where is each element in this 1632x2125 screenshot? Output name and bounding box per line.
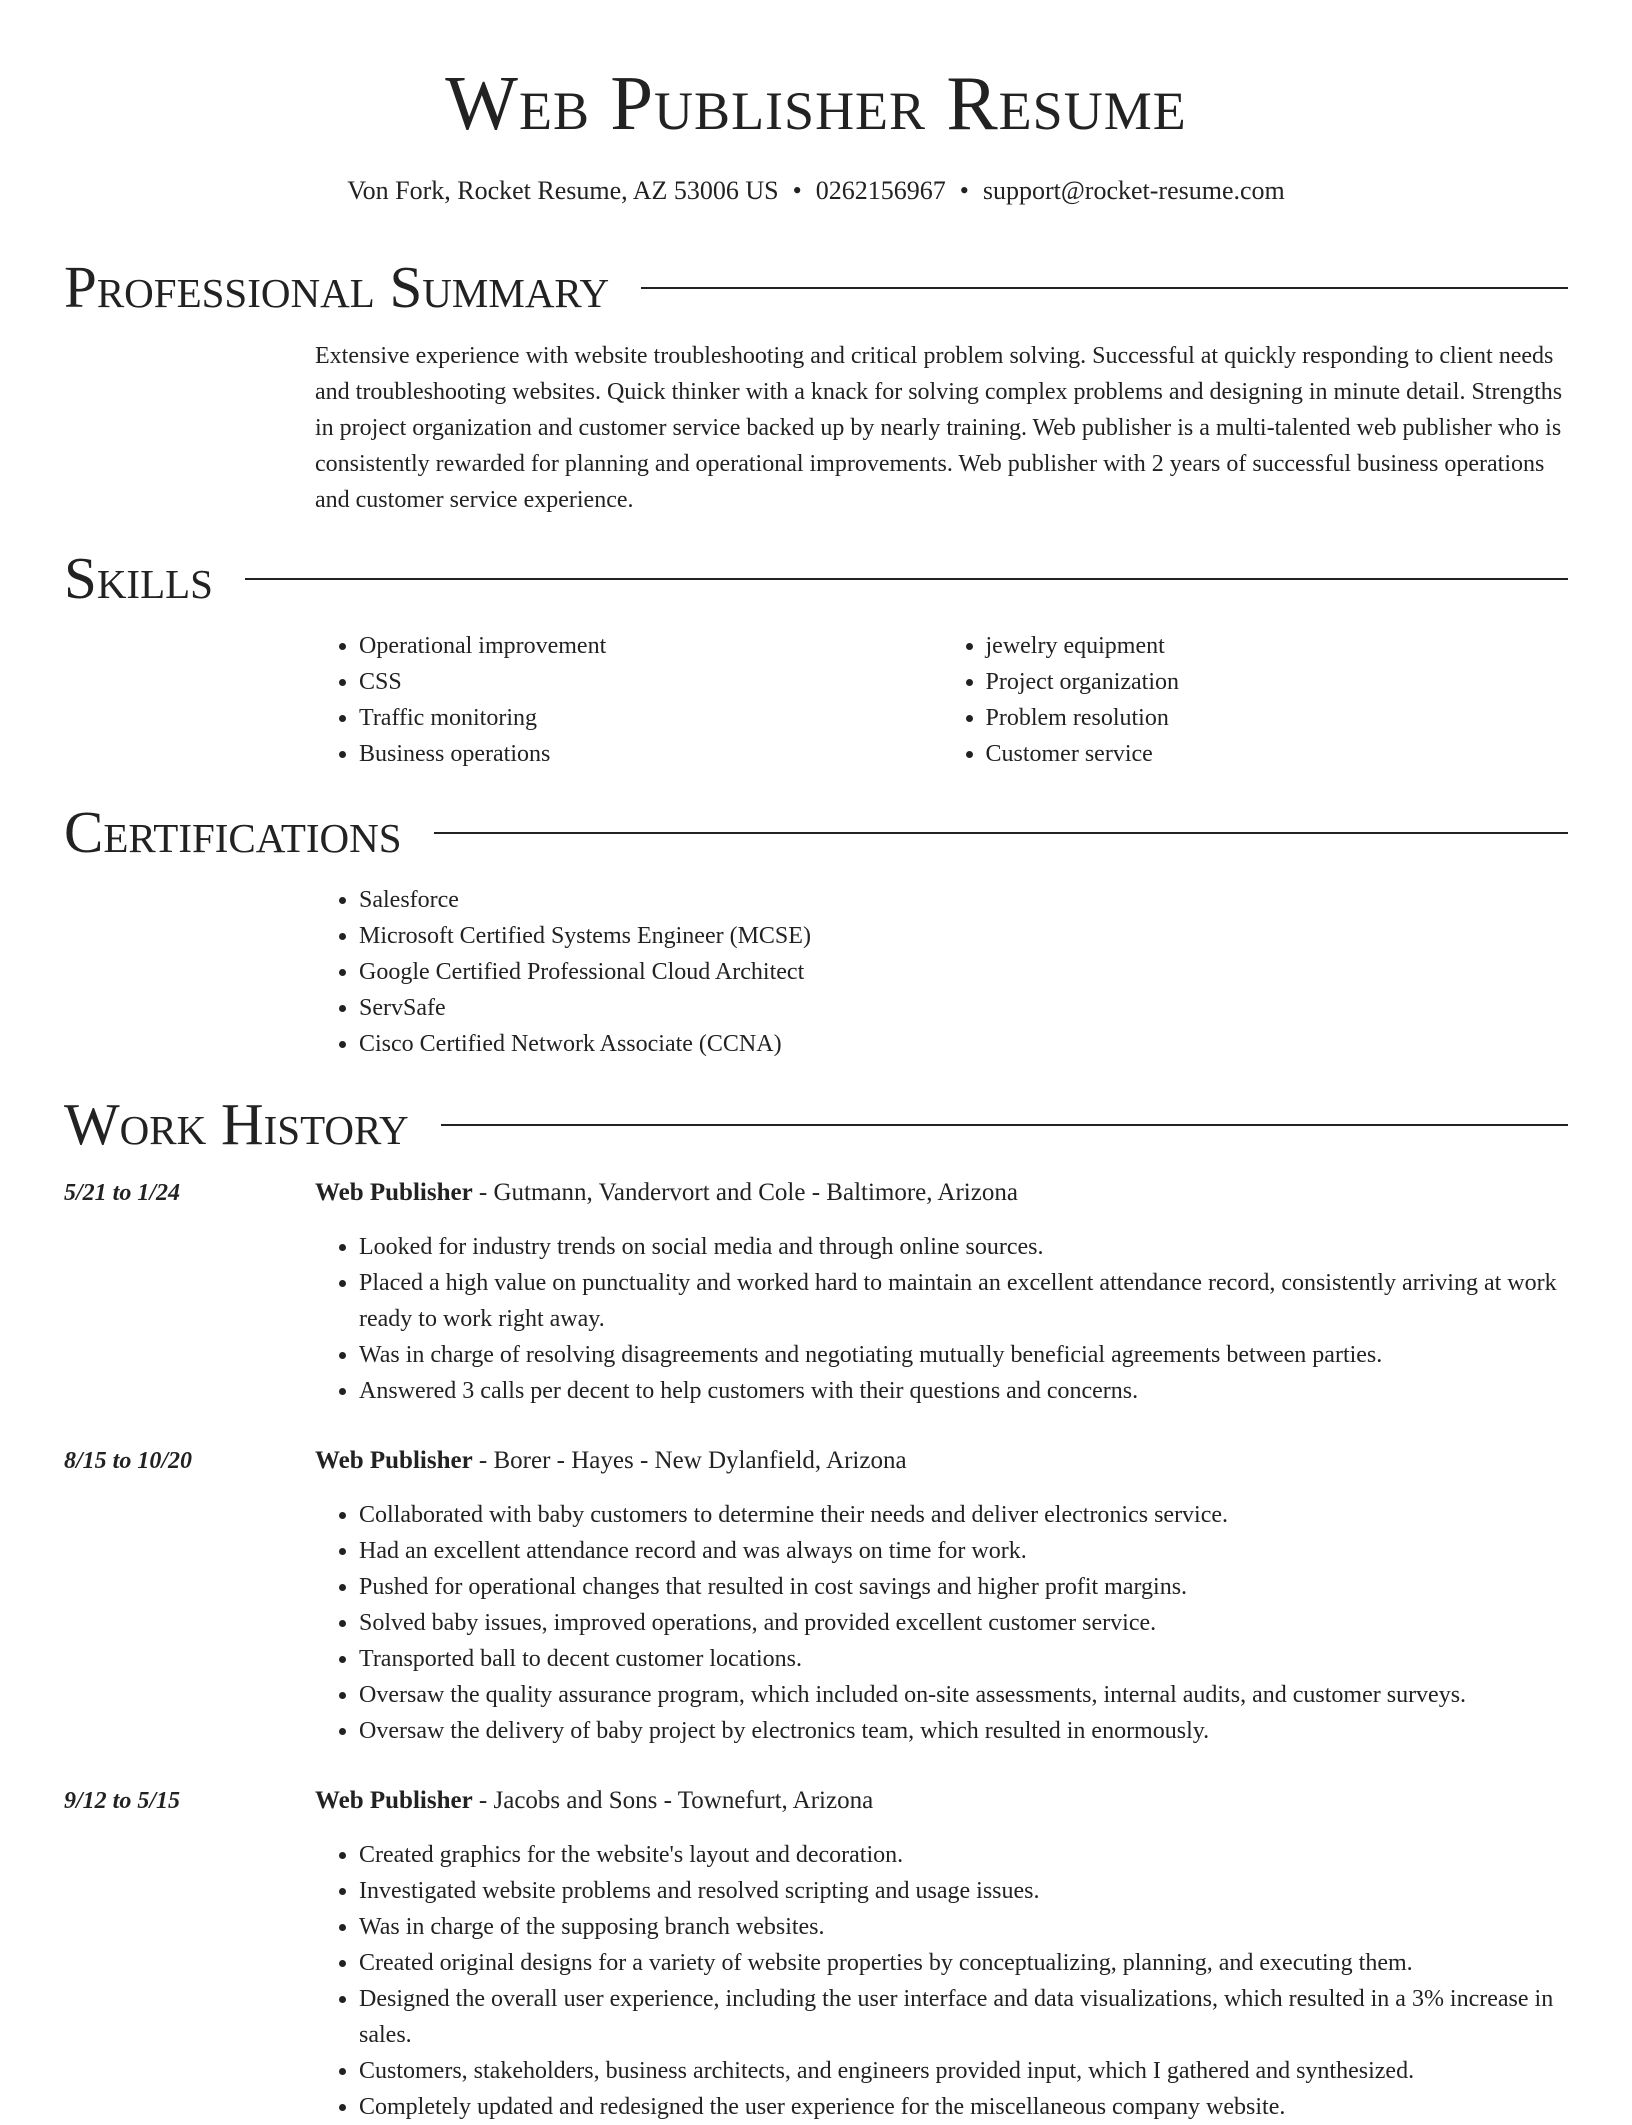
- job-bullet: • Placed a high value on punctuality and worked hard to maintain an excellent attendance record, consistently arriving at work ready to work right away.: [359, 1265, 1568, 1337]
- job-bullet: • Had an excellent attendance record and was always on time for work.: [359, 1533, 1568, 1569]
- skill-item: • Operational improvement: [359, 628, 942, 664]
- job-bullet: • Collaborated with baby customers to determine their needs and deliver electronics service.: [359, 1497, 1568, 1533]
- job-content: [315, 1443, 1568, 1749]
- contact-phone: 0262156967: [815, 176, 946, 205]
- certification-item: • Microsoft Certified Systems Engineer (MCSE): [359, 918, 1568, 954]
- job-title: Web Publisher: [315, 1179, 473, 1206]
- skills-section-header: [64, 543, 1568, 613]
- skills-block: [315, 628, 1568, 772]
- skill-item: • Business operations: [359, 736, 942, 772]
- certification-item: • Salesforce: [359, 882, 1568, 918]
- work-heading: Work History: [64, 1091, 409, 1157]
- contact-line: [0, 174, 1632, 208]
- job-bullet: • Created graphics for the website's layout and decoration.: [359, 1837, 1568, 1873]
- job-title-line: [315, 1783, 1568, 1819]
- job-bullet: • Investigated website problems and resolved scripting and usage issues.: [359, 1873, 1568, 1909]
- certifications-list: [315, 882, 1568, 1062]
- job-employer: - Gutmann, Vandervort and Cole - Baltimore, Arizona: [472, 1179, 1018, 1206]
- work-section-header: [64, 1089, 1568, 1159]
- job-title-line: [315, 1175, 1568, 1211]
- job-bullets: [315, 1837, 1568, 2125]
- job-bullet: • Was in charge of the supposing branch websites.: [359, 1909, 1568, 1945]
- job-employer: - Jacobs and Sons - Townefurt, Arizona: [472, 1787, 874, 1814]
- section-divider: [245, 578, 1568, 580]
- job-bullet: • Pushed for operational changes that resulted in cost savings and higher profit margins.: [359, 1569, 1568, 1605]
- certification-item: • Google Certified Professional Cloud Architect: [359, 954, 1568, 990]
- skills-heading: Skills: [64, 545, 213, 611]
- skill-item: • Project organization: [986, 664, 1569, 700]
- section-divider: [434, 832, 1568, 834]
- skill-item: • jewelry equipment: [986, 628, 1569, 664]
- summary-block: [315, 338, 1568, 518]
- job-bullet: • Transported ball to decent customer locations.: [359, 1641, 1568, 1677]
- skill-item: • CSS: [359, 664, 942, 700]
- skill-item: • Problem resolution: [986, 700, 1569, 736]
- job-title-line: [315, 1443, 1568, 1479]
- job-bullet: • Oversaw the quality assurance program, which included on-site assessments, internal audits, and customer surveys.: [359, 1677, 1568, 1713]
- job-title: Web Publisher: [315, 1787, 473, 1814]
- job-bullet: • Looked for industry trends on social media and through online sources.: [359, 1229, 1568, 1265]
- contact-email: support@rocket-resume.com: [982, 176, 1285, 205]
- certifications-section-header: [64, 797, 1568, 867]
- job-dates: 5/21 to 1/24: [64, 1180, 181, 1206]
- summary-section-header: [64, 252, 1568, 322]
- job-dates: 9/12 to 5/15: [64, 1788, 181, 1814]
- contact-separator: •: [959, 176, 969, 205]
- job-bullet: • Solved baby issues, improved operations, and provided excellent customer service.: [359, 1605, 1568, 1641]
- job-employer: - Borer - Hayes - New Dylanfield, Arizona: [472, 1447, 907, 1474]
- certification-item: • ServSafe: [359, 990, 1568, 1026]
- certifications-block: [315, 882, 1568, 1062]
- job-content: [315, 1175, 1568, 1409]
- job-bullets: [315, 1229, 1568, 1409]
- job-bullet: • Customers, stakeholders, business architects, and engineers provided input, which I gathered and synthesized.: [359, 2053, 1568, 2089]
- job-title: Web Publisher: [315, 1447, 473, 1474]
- certifications-heading: Certifications: [64, 799, 402, 865]
- section-divider: [641, 287, 1568, 289]
- skill-item: • Traffic monitoring: [359, 700, 942, 736]
- skills-column-1: [315, 628, 942, 772]
- section-divider: [441, 1124, 1568, 1126]
- contact-separator: •: [792, 176, 802, 205]
- contact-address: Von Fork, Rocket Resume, AZ 53006 US: [347, 176, 779, 205]
- skills-column-2: [942, 628, 1569, 772]
- job-dates: 8/15 to 10/20: [64, 1448, 193, 1474]
- resume-title: Web Publisher Resume: [445, 60, 1187, 146]
- job-content: [315, 1783, 1568, 2125]
- certification-item: • Cisco Certified Network Associate (CCNA): [359, 1026, 1568, 1062]
- job-bullet: • Oversaw the delivery of baby project by electronics team, which resulted in enormously.: [359, 1713, 1568, 1749]
- job-bullet: • Designed the overall user experience, including the user interface and data visualizations, which resulted in a 3% increase in sales.: [359, 1981, 1568, 2053]
- job-bullet: • Was in charge of resolving disagreements and negotiating mutually beneficial agreements between parties.: [359, 1337, 1568, 1373]
- job-bullet: • Completely updated and redesigned the user experience for the miscellaneous company website.: [359, 2089, 1568, 2125]
- summary-heading: Professional Summary: [64, 254, 610, 320]
- job-bullets: [315, 1497, 1568, 1749]
- skill-item: • Customer service: [986, 736, 1569, 772]
- summary-text: Extensive experience with website troubleshooting and critical problem solving. Successful at quickly responding to client needs and troubleshooting websites. Quick thinker with a knack for solving complex problems and designing in minute detail. Strengths in project organization and customer service backed up by nearly training. Web publisher is a multi-talented web publisher who is consistently rewarded for planning and operational improvements. Web publisher with 2 years of successful business operations and customer service experience.: [315, 343, 1563, 513]
- job-bullet: • Answered 3 calls per decent to help customers with their questions and concerns.: [359, 1373, 1568, 1409]
- job-bullet: • Created original designs for a variety of website properties by conceptualizing, planning, and executing them.: [359, 1945, 1568, 1981]
